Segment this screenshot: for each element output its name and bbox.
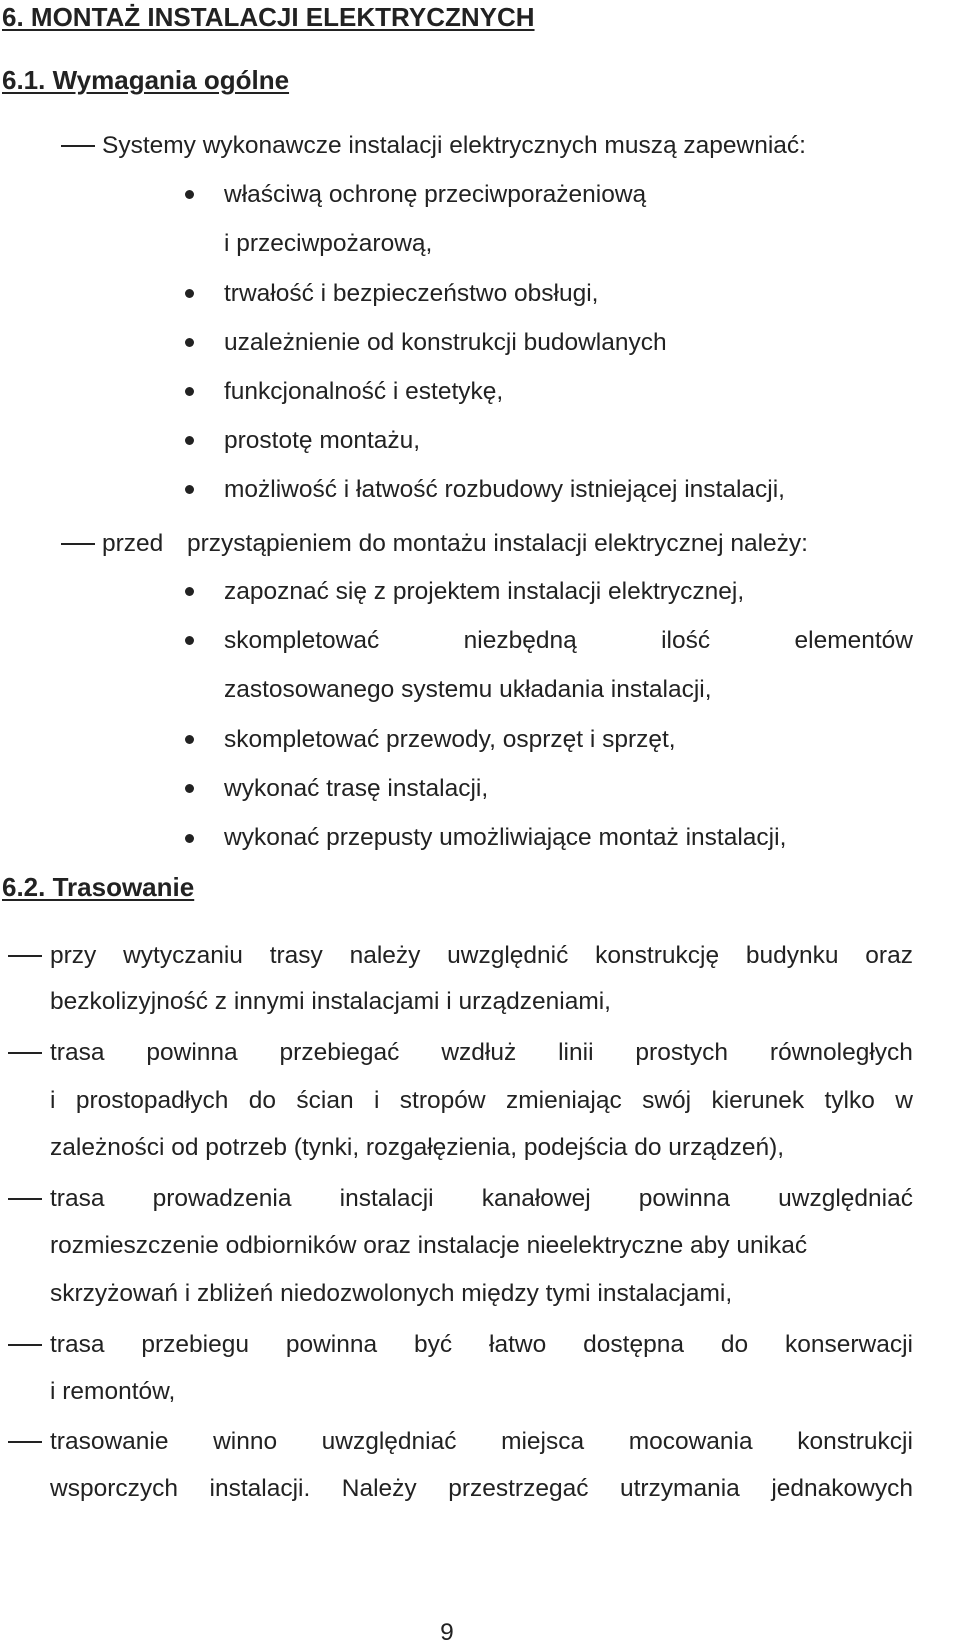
- word: uwzględniać: [778, 1185, 913, 1212]
- word: mocowania: [628, 1428, 753, 1455]
- dash-marker: [8, 1198, 42, 1200]
- word: elementów: [794, 627, 913, 654]
- word: trasy: [269, 942, 323, 969]
- word: niezbędną: [463, 627, 577, 654]
- word: konstrukcję: [595, 942, 720, 969]
- bullet-marker: [185, 636, 194, 645]
- word: instalacji.: [209, 1475, 311, 1502]
- word: powinna: [146, 1039, 238, 1066]
- bullet-marker: [185, 784, 194, 793]
- bullet-marker: [185, 387, 194, 396]
- justified-line: [50, 1089, 913, 1114]
- list-item: skompletować przewody, osprzęt i sprzęt,: [224, 726, 676, 753]
- requirements-intro: Systemy wykonawcze instalacji elektrycznych muszą zapewniać:: [102, 132, 806, 159]
- word: prostych: [635, 1039, 729, 1066]
- word: skompletować: [224, 627, 380, 654]
- list-item-continuation: zastosowanego systemu układania instalacji,: [224, 676, 712, 703]
- word: kierunek: [711, 1087, 805, 1114]
- word: wzdłuż: [441, 1039, 517, 1066]
- word: łatwo: [489, 1331, 547, 1358]
- bullet-marker: [185, 485, 194, 494]
- word: tylko: [824, 1087, 875, 1114]
- word: przestrzegać: [448, 1475, 589, 1502]
- word: należy: [349, 942, 421, 969]
- dash-marker: [8, 1441, 42, 1443]
- word: trasa: [50, 1039, 105, 1066]
- section-heading-6-1: 6.1. Wymagania ogólne: [2, 65, 290, 95]
- list-item: trwałość i bezpieczeństwo obsługi,: [224, 280, 599, 307]
- bullet-marker: [185, 587, 194, 596]
- word: i: [373, 1087, 380, 1114]
- word: w: [895, 1087, 913, 1114]
- word: konserwacji: [785, 1331, 913, 1358]
- bullet-marker: [185, 834, 194, 843]
- word: trasowanie: [50, 1428, 169, 1455]
- word: do: [720, 1331, 749, 1358]
- justified-line: [50, 944, 913, 969]
- word: i: [50, 1087, 56, 1114]
- text-line: i remontów,: [50, 1378, 176, 1405]
- word: budynku: [745, 942, 839, 969]
- word: do: [248, 1087, 277, 1114]
- list-item: możliwość i łatwość rozbudowy istniejącej instalacji,: [224, 476, 785, 503]
- word: dostępna: [583, 1331, 684, 1358]
- word: ścian: [296, 1087, 354, 1114]
- word: być: [414, 1331, 453, 1358]
- word: Należy: [341, 1475, 417, 1502]
- preparation-intro: przystąpieniem do montażu instalacji elektrycznej należy:: [187, 530, 808, 557]
- word: linii: [558, 1039, 594, 1066]
- page-number: 9: [440, 1619, 454, 1646]
- text-line: skrzyżowań i zbliżeń niedozwolonych między tymi instalacjami,: [50, 1280, 733, 1307]
- dash-marker: [8, 1052, 42, 1054]
- list-item: uzależnienie od konstrukcji budowlanych: [224, 329, 667, 356]
- text-line: zależności od potrzeb (tynki, rozgałęzienia, podejścia do urządzeń),: [50, 1134, 785, 1161]
- word: swój: [642, 1087, 692, 1114]
- list-item: funkcjonalność i estetykę,: [224, 378, 504, 405]
- list-item: prostotę montażu,: [224, 427, 421, 454]
- dash-marker: [8, 955, 42, 957]
- word: uwzględnić: [447, 942, 569, 969]
- word: jednakowych: [771, 1475, 913, 1502]
- word: miejsca: [501, 1428, 585, 1455]
- justified-line: [50, 1333, 913, 1358]
- list-item-continuation: i przeciwpożarową,: [224, 230, 433, 257]
- list-item: właściwą ochronę przeciwporażeniową: [224, 181, 647, 208]
- word: utrzymania: [619, 1475, 740, 1502]
- list-item: wykonać przepusty umożliwiające montaż instalacji,: [224, 824, 787, 851]
- word: ilość: [661, 627, 711, 654]
- word: przy: [50, 942, 97, 969]
- word: przebiegu: [141, 1331, 249, 1358]
- word: winno: [213, 1428, 278, 1455]
- word: zmieniając: [505, 1087, 622, 1114]
- section-heading-6-2: 6.2. Trasowanie: [2, 872, 195, 902]
- justified-line: [50, 1187, 913, 1212]
- word: konstrukcji: [797, 1428, 913, 1455]
- text-line: bezkolizyjność z innymi instalacjami i urządzeniami,: [50, 988, 611, 1015]
- bullet-marker: [185, 338, 194, 347]
- word: uwzględniać: [321, 1428, 457, 1455]
- dash-marker: [61, 145, 95, 147]
- word: instalacji: [339, 1185, 434, 1212]
- dash-marker: [8, 1344, 42, 1346]
- word: prowadzenia: [152, 1185, 292, 1212]
- justified-line: [50, 1477, 913, 1502]
- bullet-marker: [185, 735, 194, 744]
- list-item: zapoznać się z projektem instalacji elektrycznej,: [224, 578, 745, 605]
- word: trasa: [50, 1331, 105, 1358]
- word: równoległych: [769, 1039, 913, 1066]
- list-item-justified: [224, 629, 913, 654]
- word: stropów: [399, 1087, 486, 1114]
- word: przebiegać: [279, 1039, 400, 1066]
- justified-line: [50, 1430, 913, 1455]
- word: wsporczych: [50, 1475, 178, 1502]
- bullet-marker: [185, 190, 194, 199]
- preparation-intro-word: przed: [102, 530, 164, 557]
- chapter-heading: 6. MONTAŻ INSTALACJI ELEKTRYCZNYCH: [2, 2, 535, 32]
- justified-line: [50, 1041, 913, 1066]
- word: trasa: [50, 1185, 105, 1212]
- word: wytyczaniu: [123, 942, 243, 969]
- list-item: wykonać trasę instalacji,: [224, 775, 489, 802]
- word: oraz: [865, 942, 913, 969]
- word: powinna: [638, 1185, 731, 1212]
- word: prostopadłych: [75, 1087, 229, 1114]
- bullet-marker: [185, 289, 194, 298]
- word: powinna: [285, 1331, 378, 1358]
- bullet-marker: [185, 436, 194, 445]
- word: kanałowej: [481, 1185, 591, 1212]
- text-line: rozmieszczenie odbiorników oraz instalacje nieelektryczne aby unikać: [50, 1232, 808, 1259]
- dash-marker: [61, 543, 95, 545]
